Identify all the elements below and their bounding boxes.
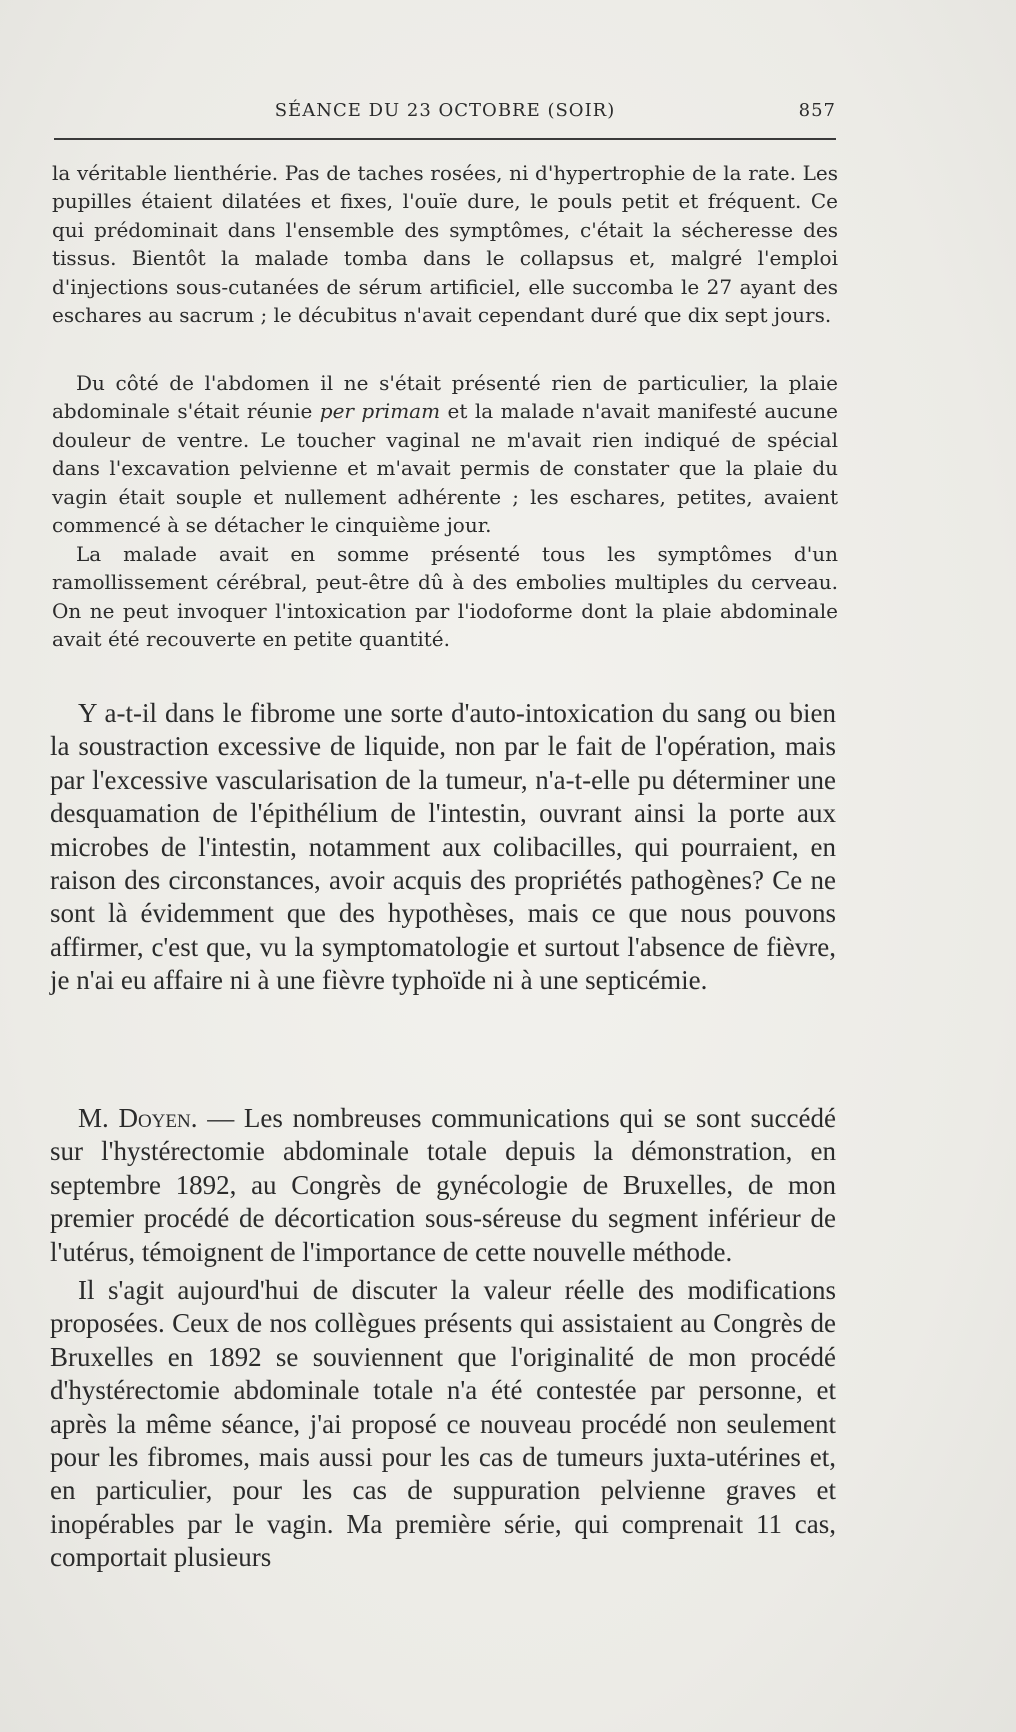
paragraph-2-start: Du côté de l'abdomen il ne s'était présenté rien de particulier, la plaie abdominale s'était réunie [52, 371, 838, 424]
paragraph-2-italic: per primam [319, 399, 441, 424]
paragraph-5 [50, 1102, 836, 1269]
page-number: 857 [798, 100, 836, 121]
paragraph-1: la véritable lienthérie. Pas de taches rosées, ni d'hypertrophie de la rate. Les pupilles étaient dilatées et fixes, l'ouïe dure, le pouls petit et fréquent. Ce qui prédominait dans l'ensemble des symptômes, c'était la sécheresse des tissus. Bientôt la malade tomba dans le collapsus et, malgré l'emploi d'injections sous-cutanées de sérum artificiel, elle succomba le 27 ayant des eschares au sacrum ; le décubitus n'avait cependant duré que dix sept jours. [52, 161, 838, 328]
page-header [54, 100, 836, 126]
running-title: SÉANCE DU 23 OCTOBRE (SOIR) [274, 100, 616, 121]
paragraph-3: La malade avait en somme présenté tous les symptômes d'un ramollissement cérébral, peut-être dû à des embolies multiples du cerveau. On ne peut invoquer l'intoxication par l'iodoforme dont la plaie abdominale avait été recouverte en petite quantité. [52, 542, 838, 652]
paragraph-2 [52, 369, 838, 539]
paragraph-5-text: — Les nombreuses communications qui se sont succédé sur l'hystérectomie abdominale totale depuis la démonstration, en septembre 1892, au Congrès de gynécologie de Bruxelles, de mon premier procédé de décortication sous-séreuse du segment inférieur de l'utérus, témoignent de l'importance de cette nouvelle méthode. [50, 1103, 836, 1267]
speaker-name: M. Doyen. [78, 1103, 198, 1133]
paragraph-4: Y a-t-il dans le fibrome une sorte d'auto-intoxication du sang ou bien la soustraction excessive de liquide, non par le fait de l'opération, mais par l'excessive vascularisation de la tumeur, n'a-t-elle pu déterminer une desquamation de l'épithélium de l'intestin, ouvrant ainsi la porte aux microbes de l'intestin, notamment aux colibacilles, qui pourraient, en raison des circonstances, avoir acquis des propriétés pathogènes? Ce ne sont là évidemment que des hypothèses, mais ce que nous pouvons affirmer, c'est que, vu la symptomatologie et surtout l'absence de fièvre, je n'ai eu affaire ni à une fièvre typhoïde ni à une septicémie. [50, 698, 836, 996]
header-rule [54, 138, 836, 140]
paragraph-6: Il s'agit aujourd'hui de discuter la valeur réelle des modifications proposées. Ceux de nos collègues présents qui assistaient au Congrès de Bruxelles en 1892 se souviennent que l'originalité de mon procédé d'hystérectomie abdominale totale n'a été contestée par personne, et après la même séance, j'ai proposé ce nouveau procédé non seulement pour les fibromes, mais aussi pour les cas de tumeurs juxta-utérines et, en particulier, pour les cas de suppuration pelvienne graves et inopérables par le vagin. Ma première série, qui comprenait 11 cas, comportait plusieurs [50, 1275, 836, 1573]
paragraph-2-end: et la malade n'avait manifesté aucune douleur de ventre. Le toucher vaginal ne m'avait rien indiqué de spécial dans l'excavation pelvienne et m'avait permis de constater que la plaie du vagin était souple et nullement adhérente ; les eschares, petites, avaient commencé à se détacher le cinquième jour. [52, 399, 838, 538]
